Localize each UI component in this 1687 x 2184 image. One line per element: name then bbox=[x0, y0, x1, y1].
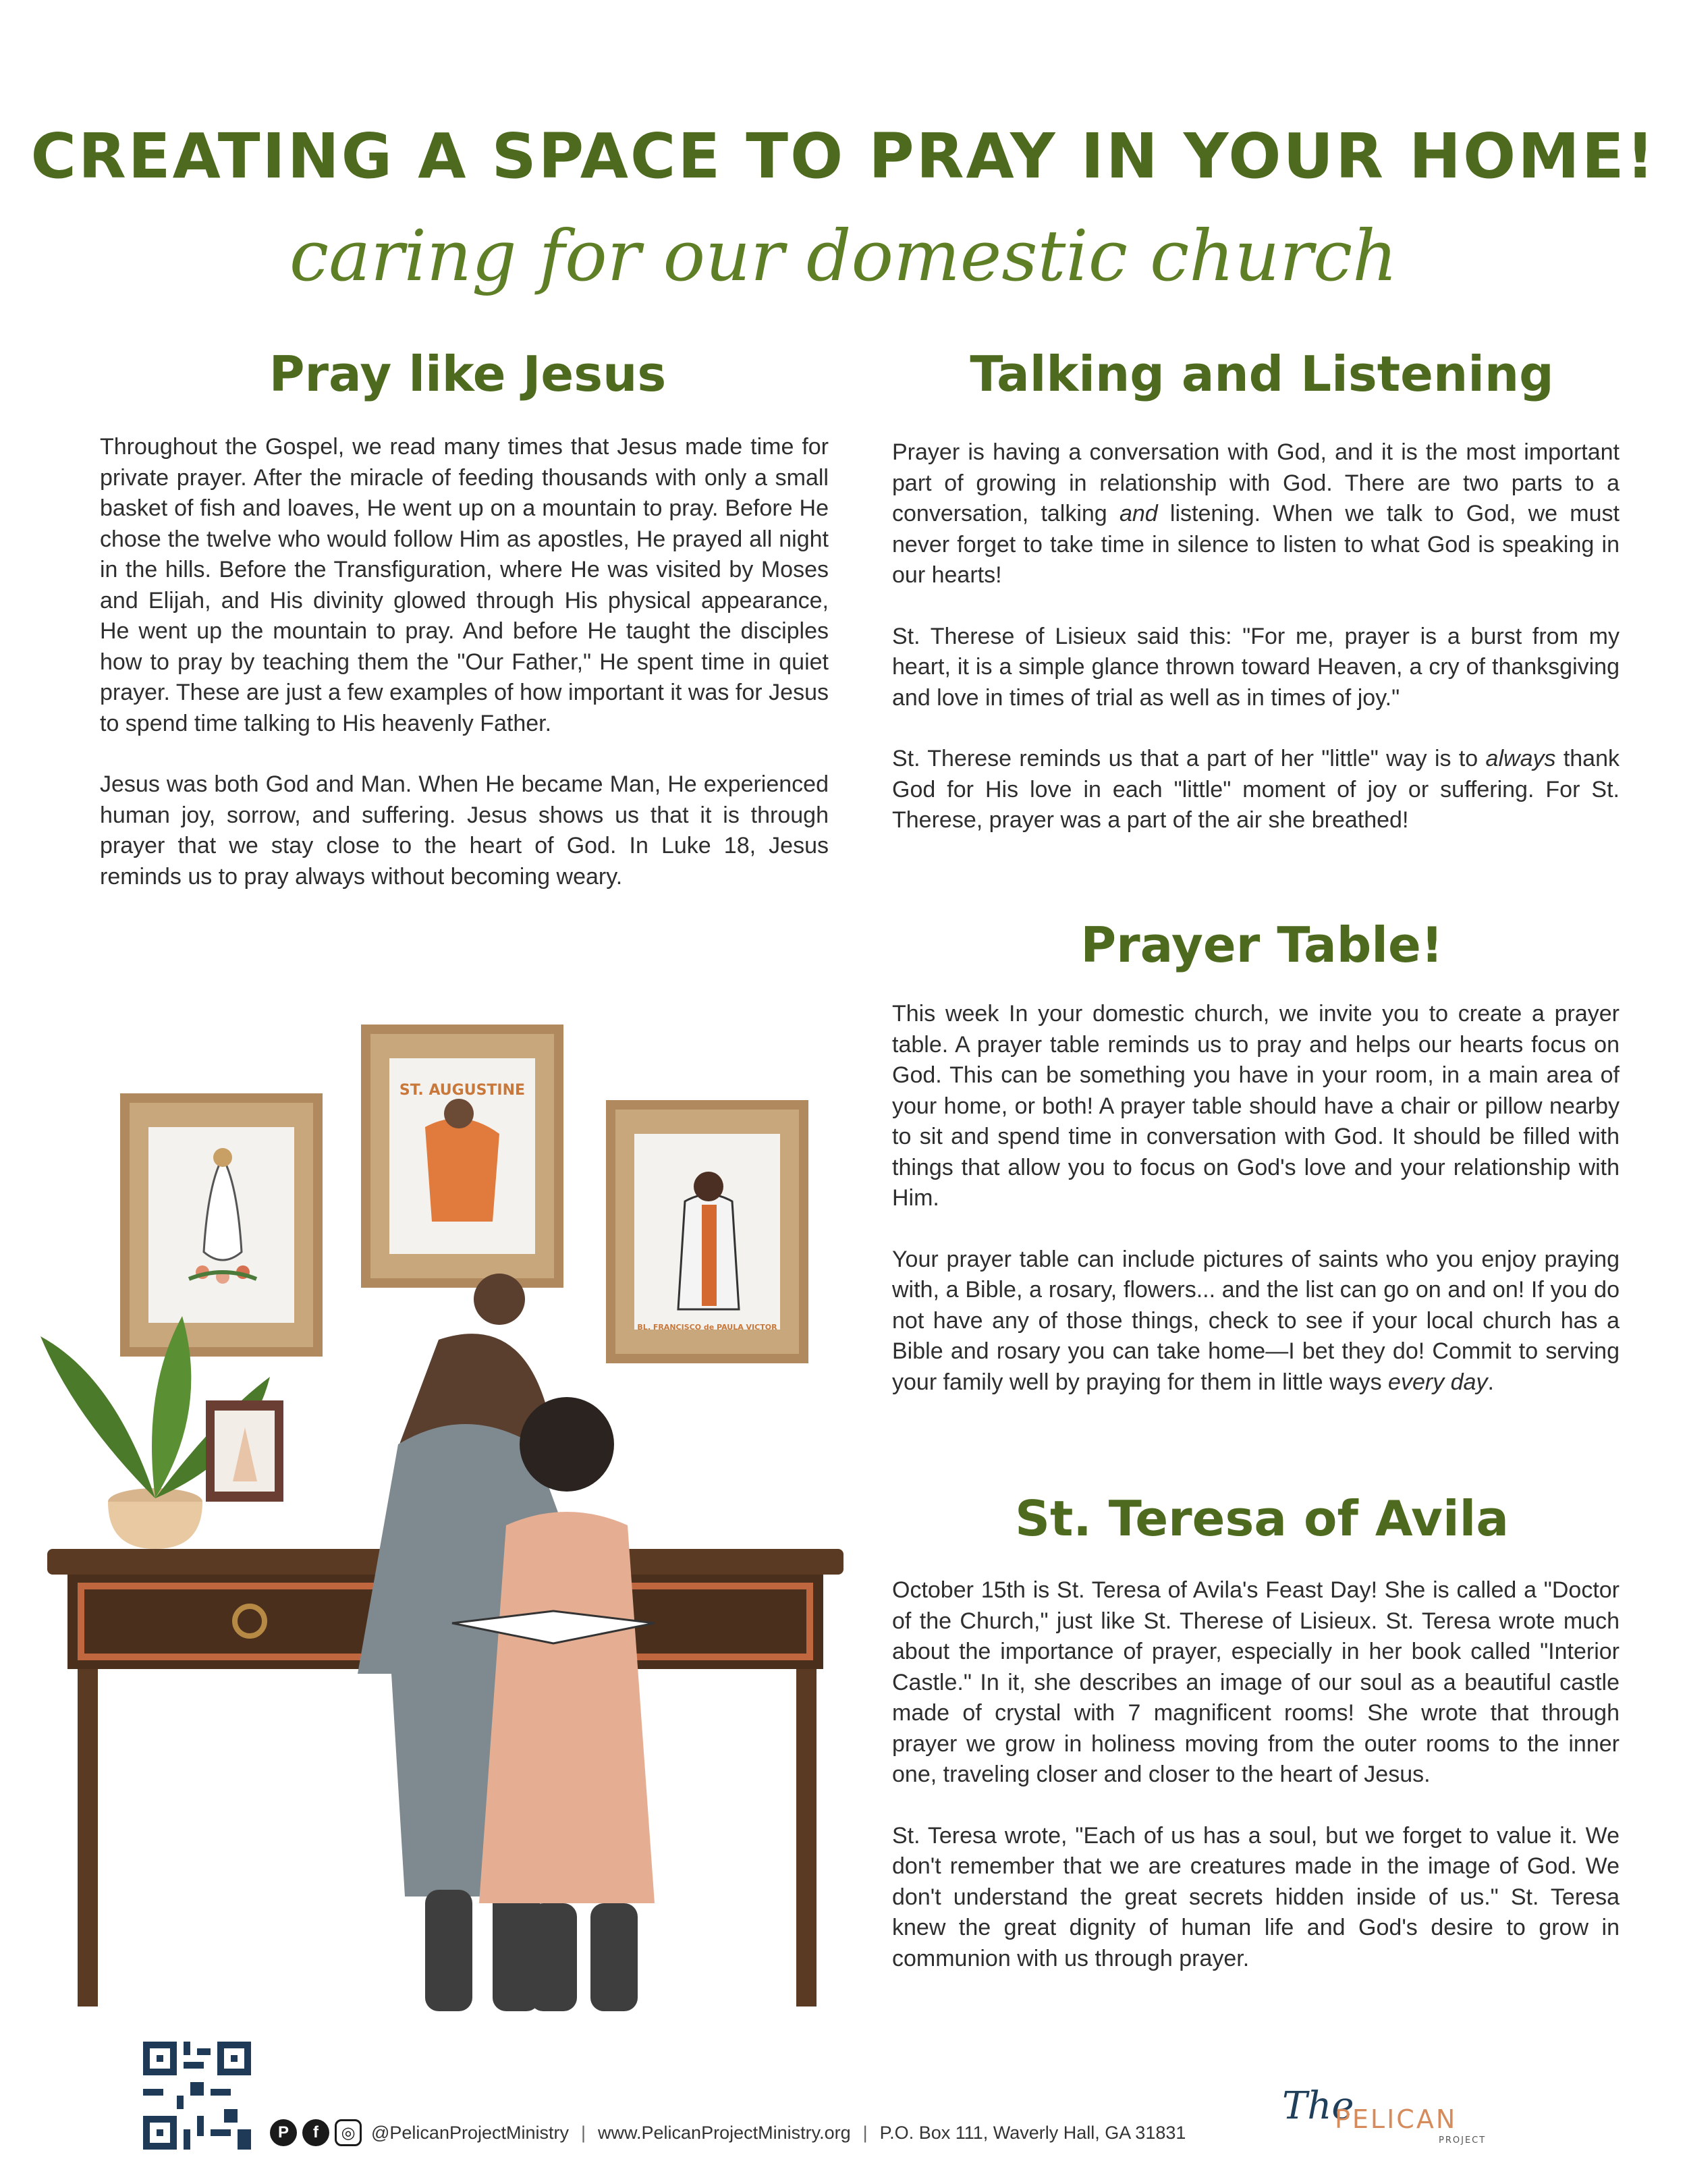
footer-separator: | bbox=[862, 2122, 868, 2143]
heading-st-teresa: St. Teresa of Avila bbox=[1015, 1490, 1509, 1547]
heading-pray-like-jesus: Pray like Jesus bbox=[269, 346, 667, 402]
frame-bl-francisco-icon bbox=[606, 1100, 808, 1363]
section-st-teresa bbox=[892, 1575, 1620, 1974]
paragraph: St. Therese reminds us that a part of her "little" way is to always thank God for His love in each "little" moment of joy or suffering. For St. Therese, prayer was a part of the air she breathed! bbox=[892, 746, 1620, 833]
paragraph: St. Therese of Lisieux said this: "For me, prayer is a burst from my heart, it is a simple glance thrown toward Heaven, a cry of thanksgiving and love in times of trial as well as in times of joy." bbox=[892, 623, 1620, 711]
footer-handle[interactable]: @PelicanProjectMinistry bbox=[371, 2122, 569, 2143]
section-talking-listening bbox=[892, 437, 1620, 836]
frame-augustine-label: ST. AUGUSTINE bbox=[399, 1082, 526, 1099]
heading-prayer-table: Prayer Table! bbox=[1080, 917, 1443, 973]
footer-address: P.O. Box 111, Waverly Hall, GA 31831 bbox=[879, 2122, 1186, 2143]
social-icons bbox=[270, 2119, 362, 2146]
instagram-icon[interactable]: ◎ bbox=[335, 2119, 362, 2146]
logo-the: The bbox=[1282, 2084, 1354, 2128]
paragraph: Jesus was both God and Man. When He became Man, He experienced human joy, sorrow, and suffering. Jesus shows us that it is through prayer that we stay close to the heart of God. In Luke 18, Jesus reminds us to pray always without becoming weary. bbox=[100, 771, 829, 890]
page-subtitle: caring for our domestic church bbox=[289, 215, 1398, 297]
facebook-icon[interactable]: f bbox=[302, 2119, 329, 2146]
pelican-project-logo bbox=[1282, 2079, 1487, 2153]
heading-talking-listening: Talking and Listening bbox=[970, 346, 1554, 402]
paragraph: Throughout the Gospel, we read many times that Jesus made time for private prayer. After the miracle of feeding thousands with only a small basket of fish and loaves, He went up on a mountain to pray. Before He chose the twelve who would follow Him as apostles, He prayed all night in the hills. Before the Transfiguration, where He was visited by Moses and Elijah, and His divinity glowed through His physical appearance, He went up the mountain to pray. And before He taught the disciples how to pray by teaching them the "Our Father," He spent time in quiet prayer. These are just a few examples of how important it was for Jesus to spend time talking to His heavenly Father. bbox=[100, 434, 829, 736]
section-prayer-table bbox=[892, 999, 1620, 1398]
prayer-table-illustration bbox=[20, 1012, 857, 2038]
frame-francisco-label: BL. FRANCISCO de PAULA VICTOR bbox=[637, 1323, 777, 1332]
qr-code-icon[interactable] bbox=[143, 2042, 251, 2150]
paragraph: Your prayer table can include pictures of saints who you enjoy praying with, a Bible, a rosary, flowers... and the list can go on and on! If you do not have any of those things, check to see if your local church has a Bible and rosary you can take home—I bet they do! Commit to serving your family well by praying for them in little ways every day. bbox=[892, 1246, 1620, 1395]
footer-website-link[interactable]: www.PelicanProjectMinistry.org bbox=[598, 2122, 851, 2143]
frame-mary-icon bbox=[120, 1093, 323, 1357]
footer-separator: | bbox=[581, 2122, 586, 2143]
section-pray-like-jesus bbox=[100, 432, 829, 892]
page-title: CREATING A SPACE TO PRAY IN YOUR HOME! bbox=[30, 120, 1657, 192]
paragraph: This week In your domestic church, we invite you to create a prayer table. A prayer table reminds us to pray and helps our hearts focus on God. This can be something you have in your room, in a main area of your home, or both! A prayer table should have a chair or pillow nearby to sit and spend time in conversation with God. It should be filled with things that allow you to focus on God's love and your relationship with Him. bbox=[892, 1001, 1620, 1211]
footer bbox=[270, 2112, 1186, 2153]
paragraph: Prayer is having a conversation with God, and it is the most important part of growing in relationship with God. There are two parts to a conversation, talking and listening. When we talk to God, we must never forget to take time in silence to listen to what God is speaking in our hearts! bbox=[892, 439, 1620, 588]
divine-mercy-frame-icon bbox=[206, 1400, 283, 1502]
logo-pelican: PELICAN bbox=[1335, 2104, 1458, 2134]
logo-project: PROJECT bbox=[1439, 2135, 1487, 2146]
paragraph: St. Teresa wrote, "Each of us has a soul, but we forget to value it. We don't remember that we are creatures made in the image of God. We don't understand the great secrets hidden inside of us." St. Teresa knew the great dignity of human life and God's desire to grow in communion with us through prayer. bbox=[892, 1822, 1620, 1971]
paragraph: October 15th is St. Teresa of Avila's Feast Day! She is called a "Doctor of the Church," just like St. Therese of Lisieux. St. Teresa wrote much about the importance of prayer, especially in her book called "Interior Castle." In it, she describes an image of our soul as a beautiful castle made of crystal with 7 magnificent rooms! She wrote that through prayer we grow in holiness moving from the outer rooms to the inner one, traveling closer and closer to the heart of Jesus. bbox=[892, 1577, 1620, 1787]
frame-st-augustine-icon bbox=[361, 1025, 563, 1288]
pinterest-icon[interactable]: P bbox=[270, 2119, 297, 2146]
